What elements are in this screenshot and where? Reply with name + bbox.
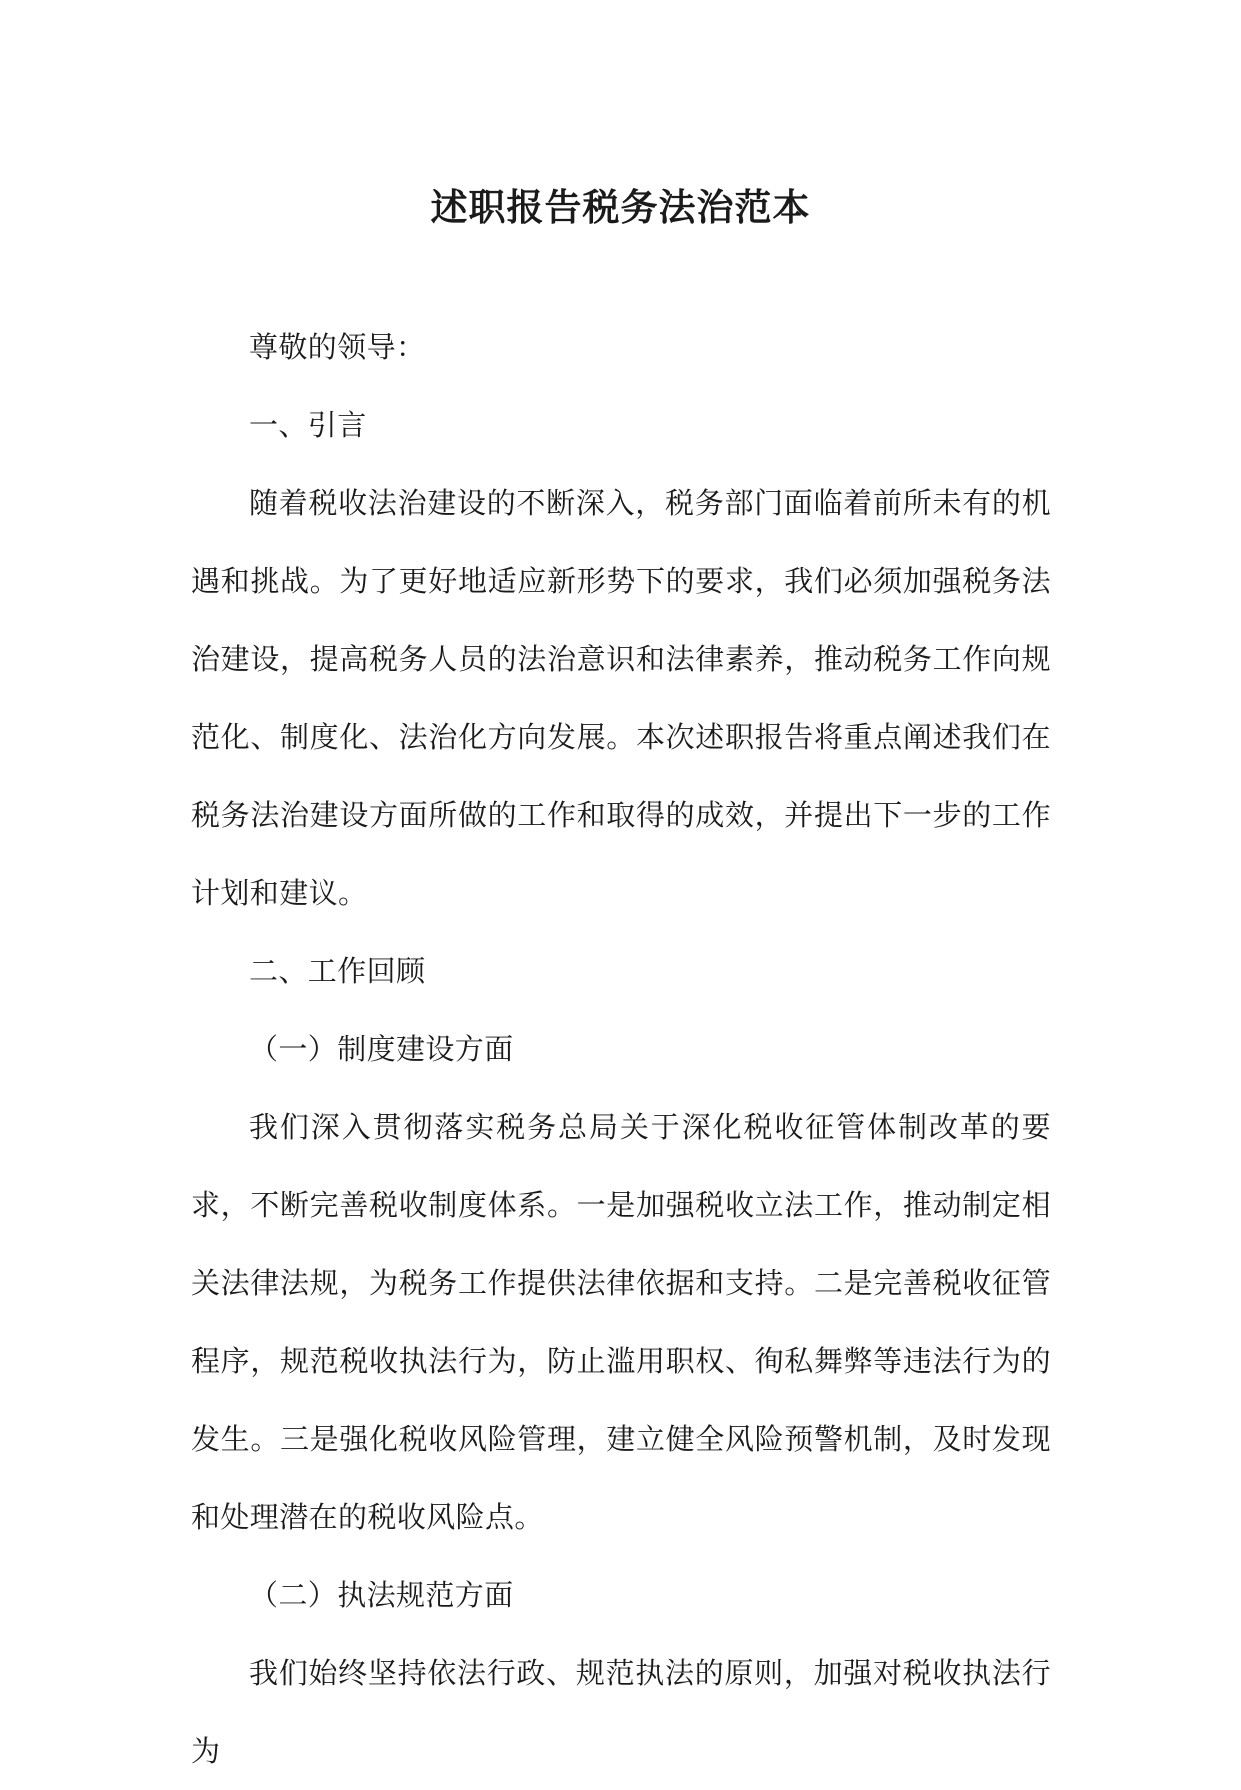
document-body <box>191 308 1051 1790</box>
paragraph-law-enforcement: 我们始终坚持依法行政、规范执法的原则，加强对税收执法行为 <box>191 1656 1051 1768</box>
salutation: 尊敬的领导： <box>249 330 426 364</box>
subsection-heading-law-enforcement: （二）执法规范方面 <box>249 1578 514 1612</box>
paragraph-system-building: 我们深入贯彻落实税务总局关于深化税收征管体制改革的要求，不断完善税收制度体系。一是加强税收立法工作，推动制定相关法律法规，为税务工作提供法律依据和支持。二是完善税收征管程序，规范税收执法行为，防止滥用职权、徇私舞弊等违法行为的发生。三是强化税收风险管理，建立健全风险预警机制，及时发现和处理潜在的税收风险点。 <box>191 1110 1051 1534</box>
section-heading-work-review: 二、工作回顾 <box>249 954 426 988</box>
paragraph-introduction: 随着税收法治建设的不断深入，税务部门面临着前所未有的机遇和挑战。为了更好地适应新形势下的要求，我们必须加强税务法治建设，提高税务人员的法治意识和法律素养，推动税务工作向规范化、制度化、法治化方向发展。本次述职报告将重点阐述我们在税务法治建设方面所做的工作和取得的成效，并提出下一步的工作计划和建议。 <box>191 486 1051 910</box>
document-title: 述职报告税务法治范本 <box>430 185 811 229</box>
subsection-heading-system-building: （一）制度建设方面 <box>249 1032 514 1066</box>
section-heading-introduction: 一、引言 <box>249 408 367 442</box>
